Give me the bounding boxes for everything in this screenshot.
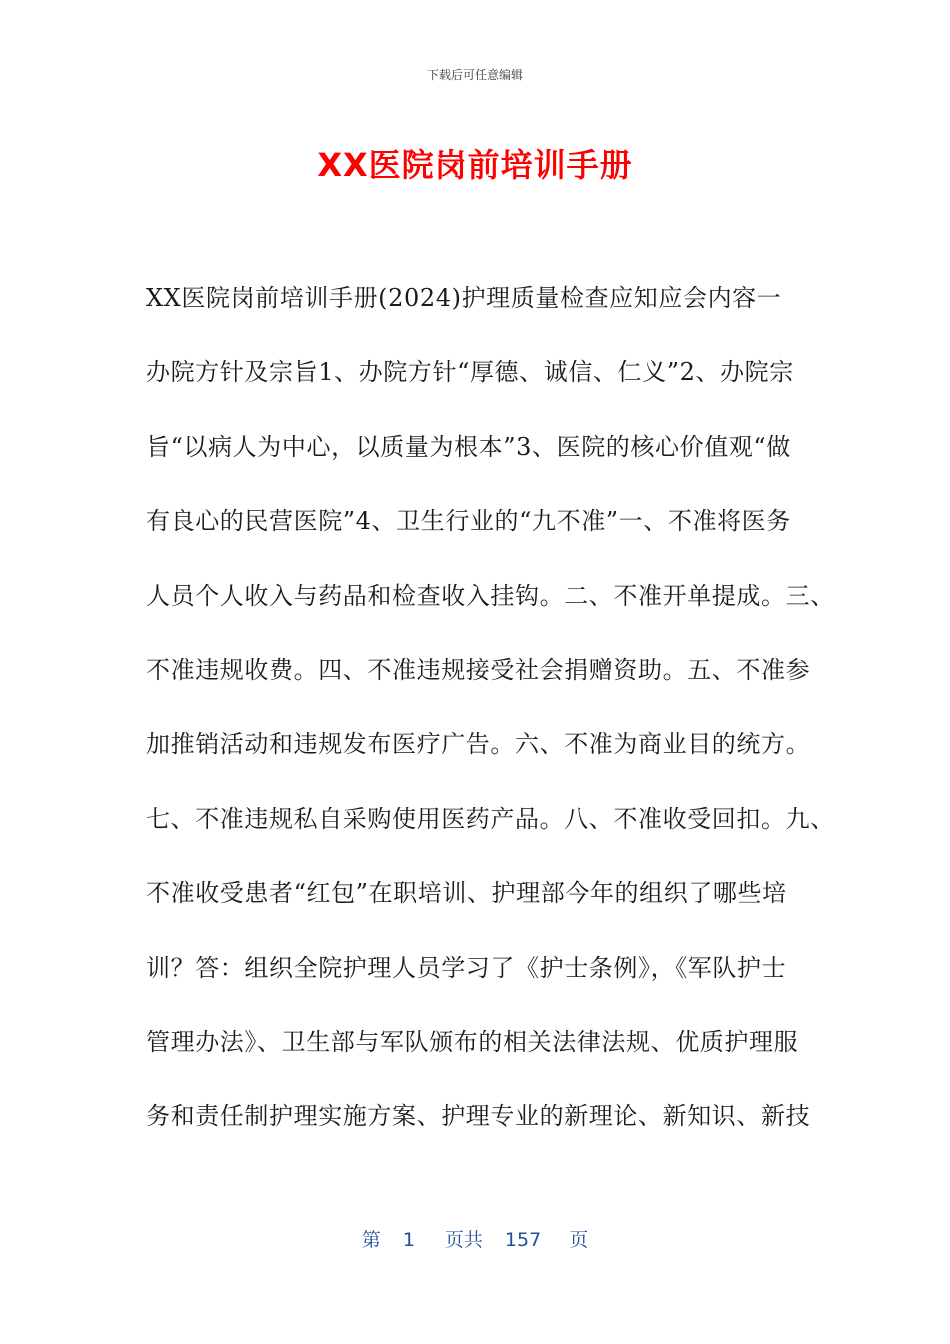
footer-prefix: 第	[361, 1229, 381, 1251]
footer-suffix: 页	[569, 1229, 589, 1251]
body-line: 旨“以病人为中心，以质量为根本”3、医院的核心价值观“做	[146, 432, 791, 461]
body-line: 有良心的民营医院”4、卫生行业的“九不准”一、不准将医务	[146, 507, 791, 536]
body-line: 管理办法》、卫生部与军队颁布的相关法律法规、优质护理服	[146, 1027, 799, 1056]
body-line: XX医院岗前培训手册(2024)护理质量检查应知应会内容一	[146, 284, 782, 312]
body-line: 不准违规收费。四、不准违规接受社会捐赠资助。五、不准参	[146, 655, 811, 684]
body-line: 务和责任制护理实施方案、护理专业的新理论、新知识、新技	[146, 1102, 811, 1131]
header-note: 下载后可任意编辑	[426, 68, 523, 82]
body-line: 人员个人收入与药品和检查收入挂钩。二、不准开单提成。三、	[146, 581, 835, 610]
document-body	[146, 274, 835, 1167]
body-line: 加推销活动和违规发布医疗广告。六、不准为商业目的统方。	[146, 730, 811, 759]
page-footer	[0, 1225, 950, 1252]
body-line: 七、不准违规私自采购使用医药产品。八、不准收受回扣。九、	[146, 804, 835, 833]
body-line: 训？答：组织全院护理人员学习了《护士条例》，《军队护士	[146, 953, 787, 982]
body-line: 不准收受患者“红包”在职培训、护理部今年的组织了哪些培	[146, 879, 787, 908]
footer-total-pages: 157	[504, 1229, 542, 1251]
footer-current-page: 1	[402, 1229, 415, 1251]
document-title: XX医院岗前培训手册	[317, 146, 633, 184]
body-line: 办院方针及宗旨1、办院方针“厚德、诚信、仁义”2、办院宗	[146, 358, 794, 387]
footer-middle: 页共	[444, 1229, 483, 1251]
